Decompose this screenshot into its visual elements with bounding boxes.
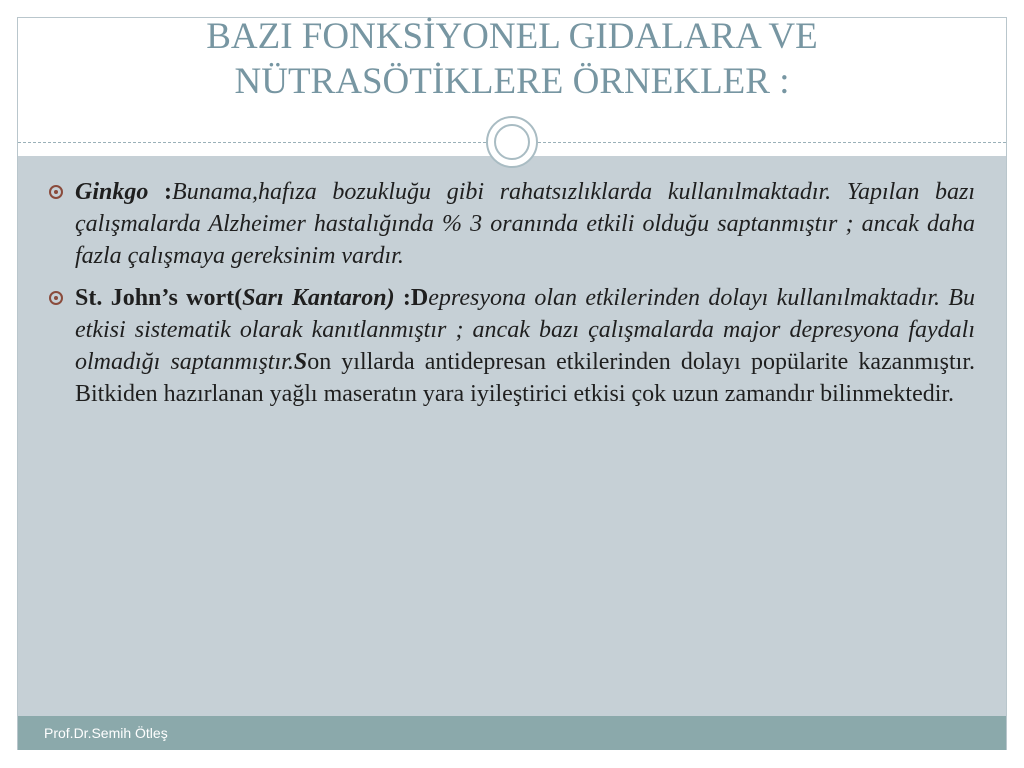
slide-title — [18, 14, 1006, 104]
footer-bar — [18, 716, 1006, 750]
list-item-ginkgo — [47, 176, 975, 272]
separator: : — [148, 179, 173, 205]
term-ginkgo: Ginkgo — [75, 179, 149, 205]
term-st-johns-wort: St. John’s wort( — [75, 285, 243, 311]
st-johns-description-italic: epresyona olan etkilerinden dolayı kullanılmaktadır. Bu etkisi sistematik olarak kanıtlanmıştır ; ancak bazı çalışmalarda major depresyona faydalı olmadığı saptanmıştır. — [75, 285, 976, 375]
title-line-2: NÜTRASÖTİKLERE ÖRNEKLER : — [234, 61, 790, 102]
bullet-icon — [49, 291, 63, 305]
list-item-st-johns-wort — [47, 282, 975, 410]
st-johns-description-regular: on yıllarda antidepresan etkilerinden dolayı popülarite kazanmıştır. Bitkiden hazırlanan yağlı maseratın yara iyileştirici etkisi çok uzun zamandır bilinmektedir. — [75, 349, 976, 407]
term-sari-kantaron: Sarı Kantaron) — [242, 285, 395, 311]
decorative-inner-circle-icon — [494, 124, 530, 160]
footer-author: Prof.Dr.Semih Ötleş — [44, 725, 168, 741]
bullet-list — [47, 176, 975, 420]
decorative-circle-icon — [486, 116, 538, 168]
s-letter: S — [293, 349, 308, 375]
ginkgo-description: Bunama,hafıza bozukluğu gibi rahatsızlıklarda kullanılmaktadır. Yapılan bazı çalışmalarda Alzheimer hastalığında % 3 oranında etkili olduğu saptanmıştır ; ancak daha fazla çalışmaya gereksinim vardır. — [75, 179, 975, 269]
title-line-1: BAZI FONKSİYONEL GIDALARA VE — [206, 16, 818, 57]
bullet-icon — [49, 185, 63, 199]
separator: :D — [394, 285, 429, 311]
